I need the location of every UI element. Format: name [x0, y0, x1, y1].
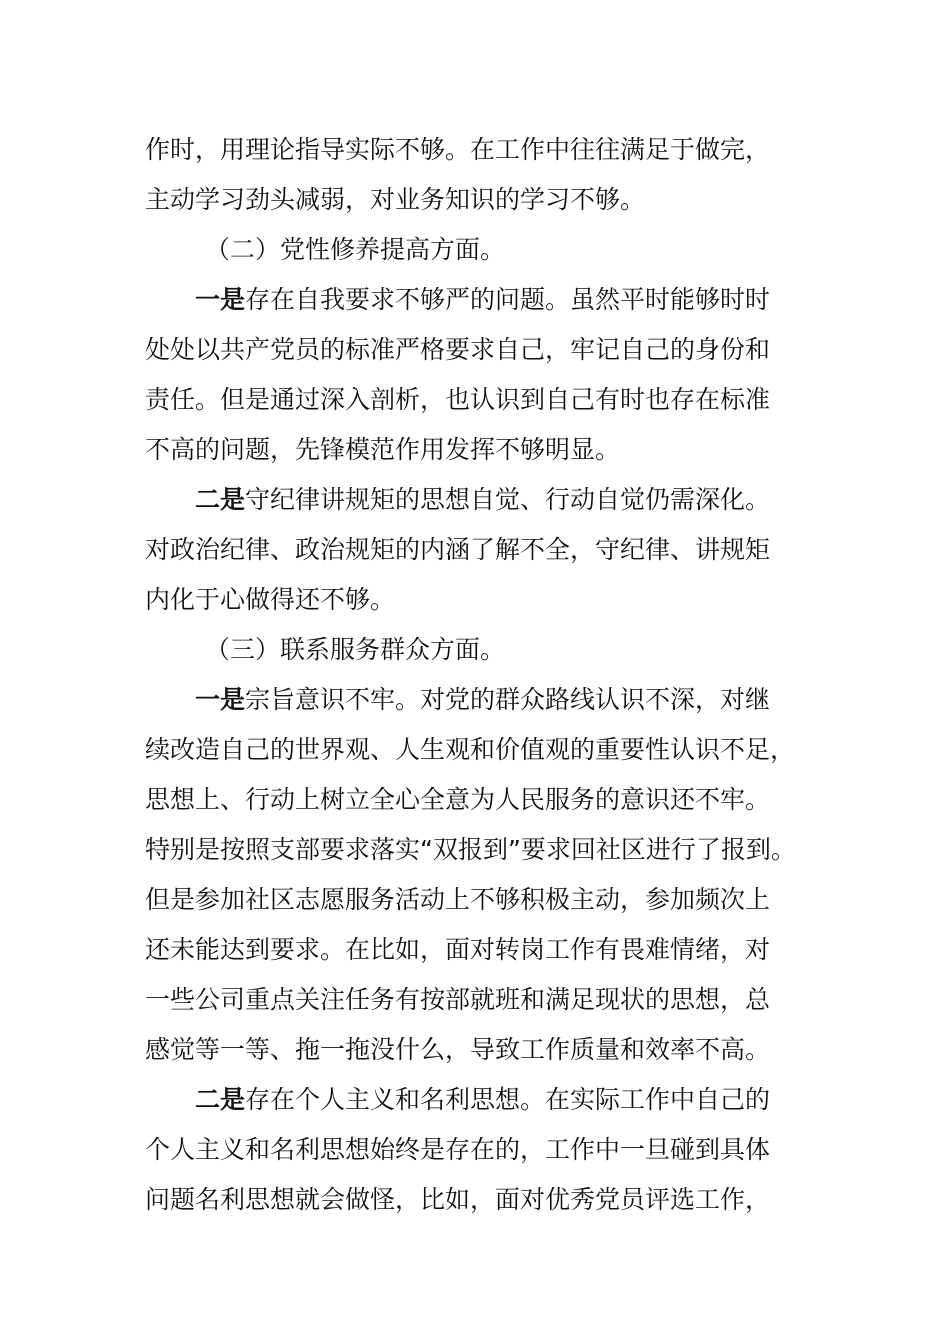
text-line: 主动学习劲头减弱，对业务知识的学习不够。 — [145, 185, 646, 214]
text-run: 存在自我要求不够严的问题。虽然平时能够时时 — [245, 285, 771, 314]
lead-label: 二是 — [195, 1085, 246, 1114]
text-run: 宗旨意识不牢。对党的群众路线认识不深，对继 — [245, 685, 771, 714]
section-heading: （二）党性修养提高方面。 — [205, 235, 506, 264]
text-line: 但是参加社区志愿服务活动上不够积极主动，参加频次上 — [145, 885, 771, 914]
text-line: 还未能达到要求。在比如，面对转岗工作有畏难情绪，对 — [145, 935, 771, 964]
text-line: 处处以共产党员的标准严格要求自己，牢记自己的身份和 — [145, 335, 771, 364]
text-line: 特别是按照支部要求落实“双报到”要求回社区进行了报到。 — [145, 835, 796, 864]
lead-label: 一是 — [195, 685, 246, 714]
text-run: 存在个人主义和名利思想。在实际工作中自己的 — [245, 1085, 771, 1114]
text-line: 不高的问题，先锋模范作用发挥不够明显。 — [145, 435, 621, 464]
text-run: 守纪律讲规矩的思想自觉、行动自觉仍需深化。 — [245, 485, 771, 514]
text-line: 责任。但是通过深入剖析，也认识到自己有时也存在标准 — [145, 385, 771, 414]
text-line: 思想上、行动上树立全心全意为人民服务的意识还不牢。 — [145, 785, 771, 814]
section-heading: （三）联系服务群众方面。 — [205, 635, 506, 664]
text-line: 个人主义和名利思想始终是存在的，工作中一旦碰到具体 — [145, 1135, 771, 1164]
paragraph-start — [195, 1080, 875, 1120]
lead-label: 二是 — [195, 485, 246, 514]
paragraph-start — [195, 280, 875, 320]
paragraph-start — [195, 480, 875, 520]
text-line: 续改造自己的世界观、人生观和价值观的重要性认识不足， — [145, 735, 796, 764]
lead-label: 一是 — [195, 285, 246, 314]
text-line: 内化于心做得还不够。 — [145, 585, 396, 614]
text-line: 对政治纪律、政治规矩的内涵了解不全，守纪律、讲规矩 — [145, 535, 771, 564]
text-line: 一些公司重点关注任务有按部就班和满足现状的思想，总 — [145, 985, 771, 1014]
text-line: 感觉等一等、拖一拖没什么，导致工作质量和效率不高。 — [145, 1035, 771, 1064]
text-line: 问题名利思想就会做怪，比如，面对优秀党员评选工作， — [145, 1185, 771, 1214]
text-line: 作时，用理论指导实际不够。在工作中往往满足于做完， — [145, 135, 771, 164]
paragraph-start — [195, 680, 875, 720]
